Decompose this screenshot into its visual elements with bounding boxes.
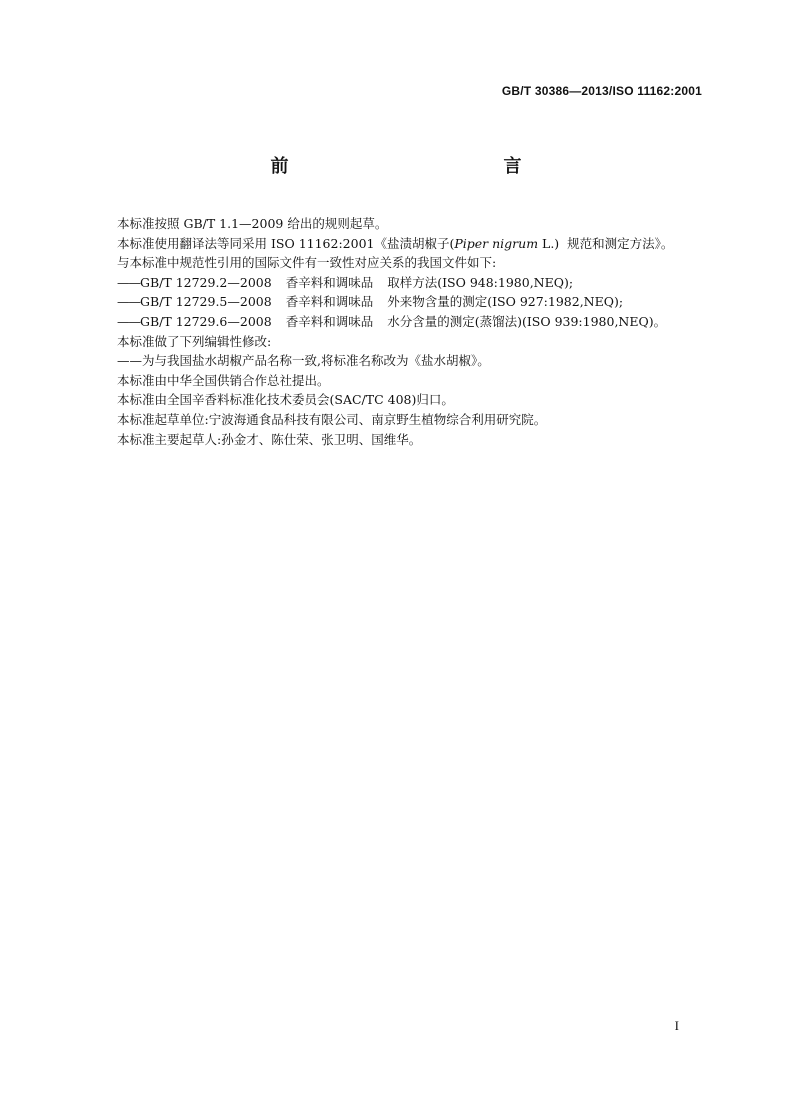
editorial-change-item [117,351,717,371]
paragraph-technical-committee [117,390,717,410]
line-text-post: L.) 规范和测定方法》。 [538,235,674,251]
line-text: 本标准由中华全国供销合作总社提出。 [117,372,330,388]
species-name-italic: Piper nigrum [454,235,539,251]
reference-title: 水分含量的测定(蒸馏法)(ISO 939:1980,NEQ)。 [387,313,667,329]
list-dash: —— [117,274,140,290]
line-text: 本标准做了下列编辑性修改: [117,333,272,349]
line-text: 本标准按照 GB/T 1.1—2009 给出的规则起草。 [117,216,388,231]
paragraph-translation-method [117,234,717,254]
reference-category: 香辛料和调味品 [285,294,374,310]
reference-title: 外来物含量的测定(ISO 927:1982,NEQ); [387,294,624,310]
paragraph-normative-references [117,253,717,273]
reference-item-sampling [117,273,717,293]
line-text-pre: 本标准使用翻译法等同采用 ISO 11162:2001《盐渍胡椒子( [117,235,455,251]
paragraph-drafting-rules [117,214,717,234]
standard-code-header: GB/T 30386—2013/ISO 11162:2001 [501,84,702,98]
reference-item-extraneous-matter [117,292,717,312]
line-text: 本标准起草单位:宁波海通食品科技有限公司、南京野生植物综合利用研究院。 [117,411,547,427]
line-text: ——为与我国盐水胡椒产品名称一致,将标准名称改为《盐水胡椒》。 [117,353,490,369]
reference-code: GB/T 12729.6—2008 [140,313,272,329]
paragraph-proposed-by [117,371,717,391]
line-text: 本标准由全国辛香料标准化技术委员会(SAC/TC 408)归口。 [117,392,454,408]
foreword-body [117,214,717,449]
list-dash: —— [117,294,140,310]
reference-code: GB/T 12729.5—2008 [140,294,272,310]
paragraph-drafting-units [117,410,717,430]
line-text: 与本标准中规范性引用的国际文件有一致性对应关系的我国文件如下: [117,255,497,271]
paragraph-editorial-changes [117,332,717,352]
list-dash: —— [117,313,140,329]
reference-category: 香辛料和调味品 [285,313,374,329]
reference-item-moisture [117,312,717,332]
line-text: 本标准主要起草人:孙金才、陈仕荣、张卫明、国维华。 [117,431,422,447]
reference-category: 香辛料和调味品 [285,274,374,290]
paragraph-drafters [117,430,717,450]
reference-code: GB/T 12729.2—2008 [140,274,272,290]
reference-title: 取样方法(ISO 948:1980,NEQ); [387,274,574,290]
page-number: I [674,1018,679,1033]
page-title: 前 言 [270,156,560,177]
